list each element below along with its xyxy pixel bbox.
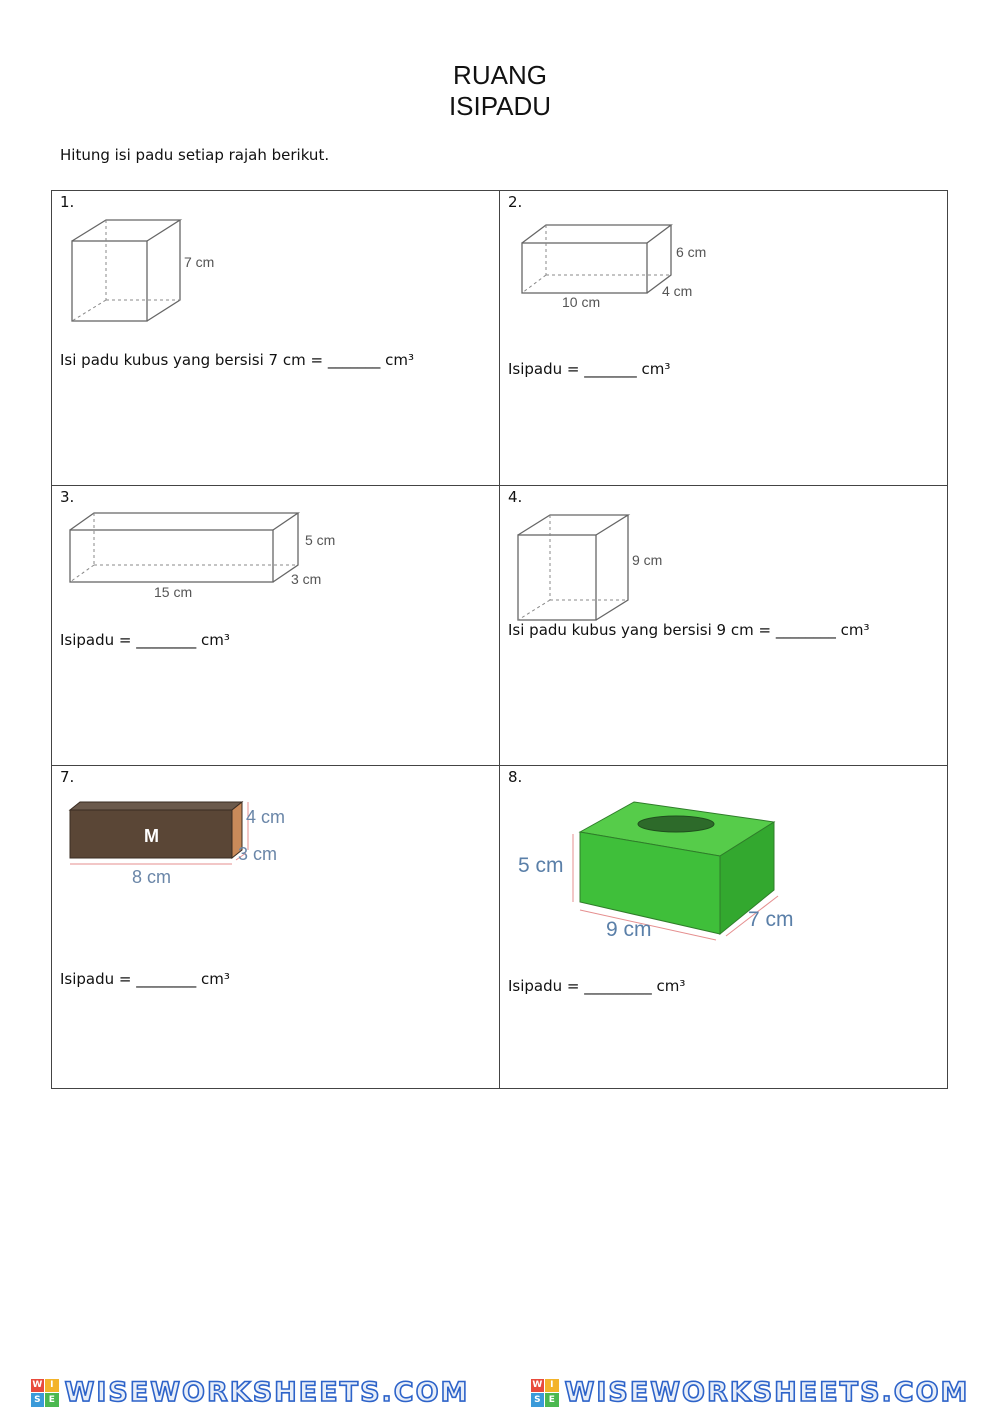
brick-diagram (62, 796, 322, 896)
cube-diagram (510, 510, 710, 625)
length-label: 10 cm (562, 294, 601, 310)
question-cell-3 (52, 486, 499, 765)
side-label: 7 cm (184, 254, 215, 270)
long-cuboid-diagram (62, 510, 362, 610)
question-grid (51, 190, 948, 1089)
question-text: Isi padu kubus yang bersisi 7 cm = _______ cm³ (60, 351, 414, 369)
question-text: Isipadu = ________ cm³ (60, 970, 230, 988)
title-line-2: ISIPADU (448, 91, 552, 121)
length-label: 8 cm (132, 867, 172, 887)
brand-badge-icon: W I S E (31, 1379, 59, 1407)
side-label: 9 cm (632, 552, 663, 568)
cuboid-diagram (514, 219, 734, 319)
worksheet-title (0, 60, 1000, 122)
height-label: 6 cm (676, 244, 707, 260)
footer-watermark (0, 1372, 1000, 1413)
question-cell-2 (500, 191, 948, 485)
title-line-1: RUANG (453, 60, 547, 90)
width-label: 3 cm (291, 571, 322, 587)
question-number: 3. (60, 488, 75, 506)
question-cell-8 (500, 766, 948, 1088)
question-text: Isipadu = _________ cm³ (508, 977, 686, 995)
question-number: 8. (508, 768, 523, 786)
height-label: 5 cm (518, 854, 564, 877)
question-text: Isi padu kubus yang bersisi 9 cm = ________ cm³ (508, 621, 870, 639)
brand-text: WISEWORKSHEETS.COM (564, 1377, 970, 1408)
brand-text: WISEWORKSHEETS.COM (64, 1377, 470, 1408)
question-text: Isipadu = _______ cm³ (508, 360, 671, 378)
cube-diagram (64, 213, 234, 328)
instruction-text: Hitung isi padu setiap rajah berikut. (60, 146, 330, 164)
question-number: 4. (508, 488, 523, 506)
brand-logo (31, 1377, 470, 1408)
width-label: 7 cm (748, 908, 794, 931)
question-cell-1 (52, 191, 499, 485)
height-label: 5 cm (305, 532, 336, 548)
question-number: 7. (60, 768, 75, 786)
tissue-box-diagram (510, 794, 810, 944)
height-label: 4 cm (246, 807, 286, 827)
width-label: 4 cm (662, 283, 693, 299)
question-text: Isipadu = ________ cm³ (60, 631, 230, 649)
width-label: 3 cm (238, 844, 278, 864)
length-label: 15 cm (154, 584, 193, 600)
question-number: 2. (508, 193, 523, 211)
question-number: 1. (60, 193, 75, 211)
brick-mark: M (144, 826, 159, 846)
length-label: 9 cm (606, 918, 652, 941)
question-cell-7 (52, 766, 499, 1088)
brand-badge-icon: W I S E (531, 1379, 559, 1407)
brand-logo (531, 1377, 970, 1408)
question-cell-4 (500, 486, 948, 765)
